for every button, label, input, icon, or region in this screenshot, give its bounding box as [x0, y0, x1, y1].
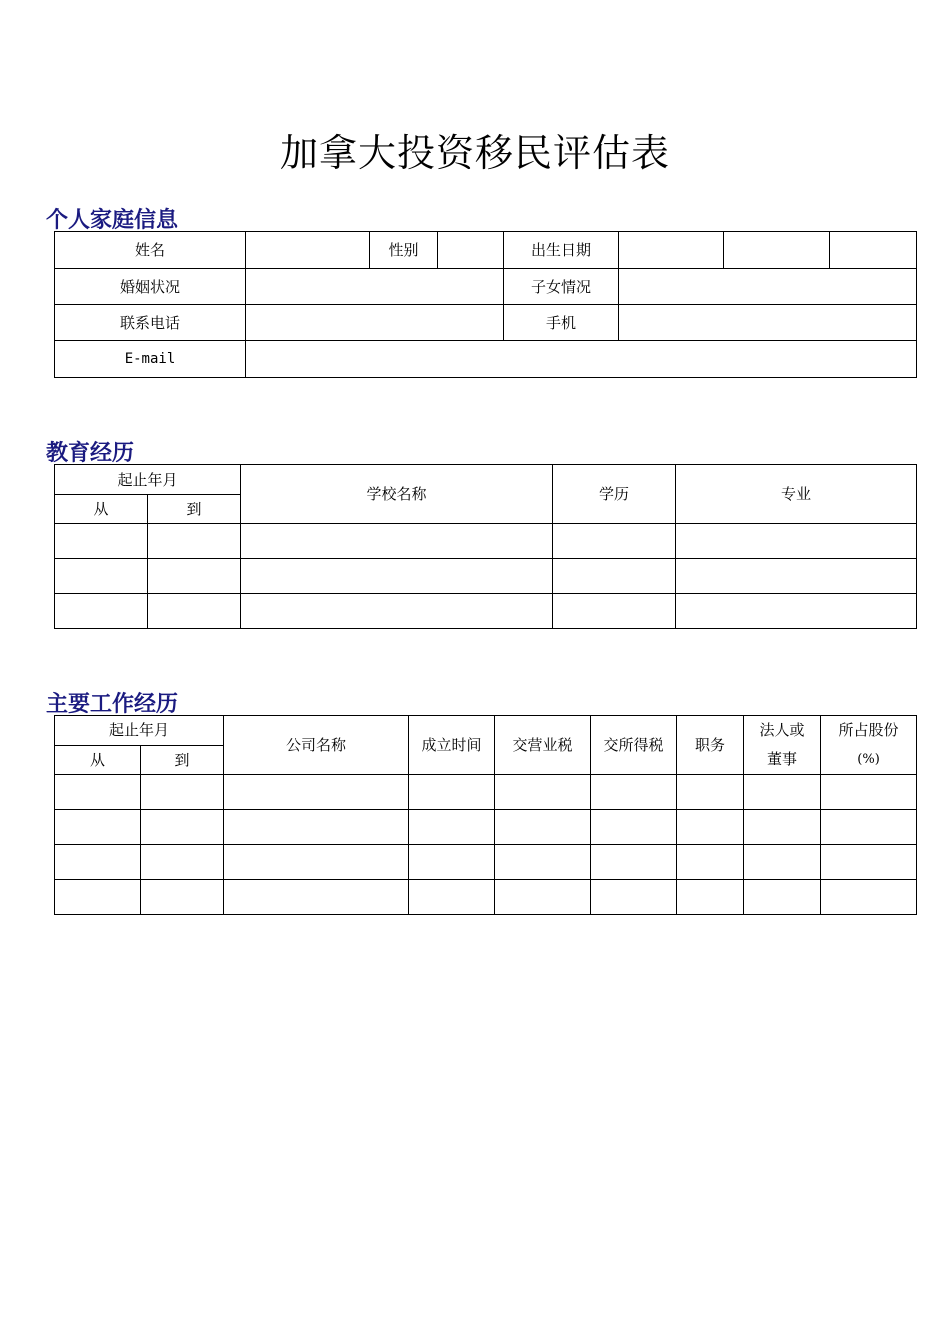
work-business-tax-header: 交营业税 [495, 716, 591, 775]
work-legal-rep-cell[interactable] [744, 775, 821, 810]
work-to-cell[interactable] [141, 845, 224, 880]
edu-from-cell[interactable] [55, 594, 148, 629]
work-shares-cell[interactable] [821, 775, 917, 810]
edu-school-header: 学校名称 [241, 465, 553, 524]
work-legal-rep-line2: 董事 [767, 750, 798, 768]
work-shares-header [821, 716, 917, 775]
work-income-tax-cell[interactable] [591, 880, 677, 915]
birth-date-label: 出生日期 [504, 232, 619, 269]
table-row [55, 524, 917, 559]
marital-status-field[interactable] [246, 269, 504, 305]
edu-major-cell[interactable] [676, 594, 917, 629]
work-business-tax-cell[interactable] [495, 810, 591, 845]
work-period-header: 起止年月 [55, 716, 224, 746]
email-label: E-mail [55, 341, 246, 378]
edu-from-header: 从 [55, 495, 148, 524]
edu-degree-cell[interactable] [553, 559, 676, 594]
work-income-tax-cell[interactable] [591, 775, 677, 810]
table-row [55, 845, 917, 880]
edu-to-cell[interactable] [148, 594, 241, 629]
edu-degree-cell[interactable] [553, 594, 676, 629]
table-row [55, 594, 917, 629]
edu-degree-header: 学历 [553, 465, 676, 524]
section-heading-work: 主要工作经历 [46, 692, 179, 717]
birth-day-field[interactable] [830, 232, 917, 269]
marital-status-label: 婚姻状况 [55, 269, 246, 305]
birth-year-field[interactable] [619, 232, 724, 269]
work-shares-cell[interactable] [821, 845, 917, 880]
mobile-label: 手机 [504, 305, 619, 341]
work-position-cell[interactable] [677, 810, 744, 845]
section-heading-education: 教育经历 [46, 441, 135, 466]
table-row [55, 559, 917, 594]
work-legal-rep-header [744, 716, 821, 775]
email-field[interactable] [246, 341, 917, 378]
work-legal-rep-line1: 法人或 [759, 721, 805, 739]
edu-degree-cell[interactable] [553, 524, 676, 559]
edu-school-cell[interactable] [241, 594, 553, 629]
work-shares-line2: (%) [857, 752, 880, 767]
edu-from-cell[interactable] [55, 559, 148, 594]
work-shares-line1: 所占股份 [838, 721, 899, 739]
work-to-cell[interactable] [141, 775, 224, 810]
work-income-tax-header: 交所得税 [591, 716, 677, 775]
edu-major-header: 专业 [676, 465, 917, 524]
edu-to-cell[interactable] [148, 559, 241, 594]
phone-label: 联系电话 [55, 305, 246, 341]
personal-info-table [54, 231, 917, 378]
name-field[interactable] [246, 232, 370, 269]
table-row [55, 775, 917, 810]
work-founded-cell[interactable] [409, 775, 495, 810]
edu-period-header: 起止年月 [55, 465, 241, 495]
edu-major-cell[interactable] [676, 559, 917, 594]
work-founded-cell[interactable] [409, 880, 495, 915]
work-position-cell[interactable] [677, 880, 744, 915]
work-to-cell[interactable] [141, 810, 224, 845]
children-field[interactable] [619, 269, 917, 305]
work-to-cell[interactable] [141, 880, 224, 915]
work-shares-cell[interactable] [821, 810, 917, 845]
gender-label: 性别 [370, 232, 438, 269]
work-founded-header: 成立时间 [409, 716, 495, 775]
work-from-cell[interactable] [55, 775, 141, 810]
work-legal-rep-cell[interactable] [744, 810, 821, 845]
work-business-tax-cell[interactable] [495, 845, 591, 880]
work-founded-cell[interactable] [409, 810, 495, 845]
table-row [55, 810, 917, 845]
edu-to-cell[interactable] [148, 524, 241, 559]
edu-school-cell[interactable] [241, 524, 553, 559]
children-label: 子女情况 [504, 269, 619, 305]
edu-school-cell[interactable] [241, 559, 553, 594]
work-position-header: 职务 [677, 716, 744, 775]
work-business-tax-cell[interactable] [495, 880, 591, 915]
work-company-cell[interactable] [224, 810, 409, 845]
work-company-cell[interactable] [224, 880, 409, 915]
gender-field[interactable] [438, 232, 504, 269]
work-position-cell[interactable] [677, 775, 744, 810]
work-company-cell[interactable] [224, 775, 409, 810]
work-from-header: 从 [55, 745, 141, 775]
work-table [54, 715, 917, 915]
work-company-header: 公司名称 [224, 716, 409, 775]
work-from-cell[interactable] [55, 810, 141, 845]
section-heading-personal: 个人家庭信息 [46, 208, 179, 233]
work-company-cell[interactable] [224, 845, 409, 880]
phone-field[interactable] [246, 305, 504, 341]
work-legal-rep-cell[interactable] [744, 880, 821, 915]
work-from-cell[interactable] [55, 880, 141, 915]
work-shares-cell[interactable] [821, 880, 917, 915]
work-founded-cell[interactable] [409, 845, 495, 880]
table-row [55, 880, 917, 915]
edu-major-cell[interactable] [676, 524, 917, 559]
work-income-tax-cell[interactable] [591, 845, 677, 880]
birth-month-field[interactable] [724, 232, 830, 269]
work-from-cell[interactable] [55, 845, 141, 880]
work-business-tax-cell[interactable] [495, 775, 591, 810]
name-label: 姓名 [55, 232, 246, 269]
work-position-cell[interactable] [677, 845, 744, 880]
page-title: 加拿大投资移民评估表 [279, 131, 670, 175]
mobile-field[interactable] [619, 305, 917, 341]
edu-to-header: 到 [148, 495, 241, 524]
edu-from-cell[interactable] [55, 524, 148, 559]
work-legal-rep-cell[interactable] [744, 845, 821, 880]
work-to-header: 到 [141, 745, 224, 775]
education-table [54, 464, 917, 629]
work-income-tax-cell[interactable] [591, 810, 677, 845]
